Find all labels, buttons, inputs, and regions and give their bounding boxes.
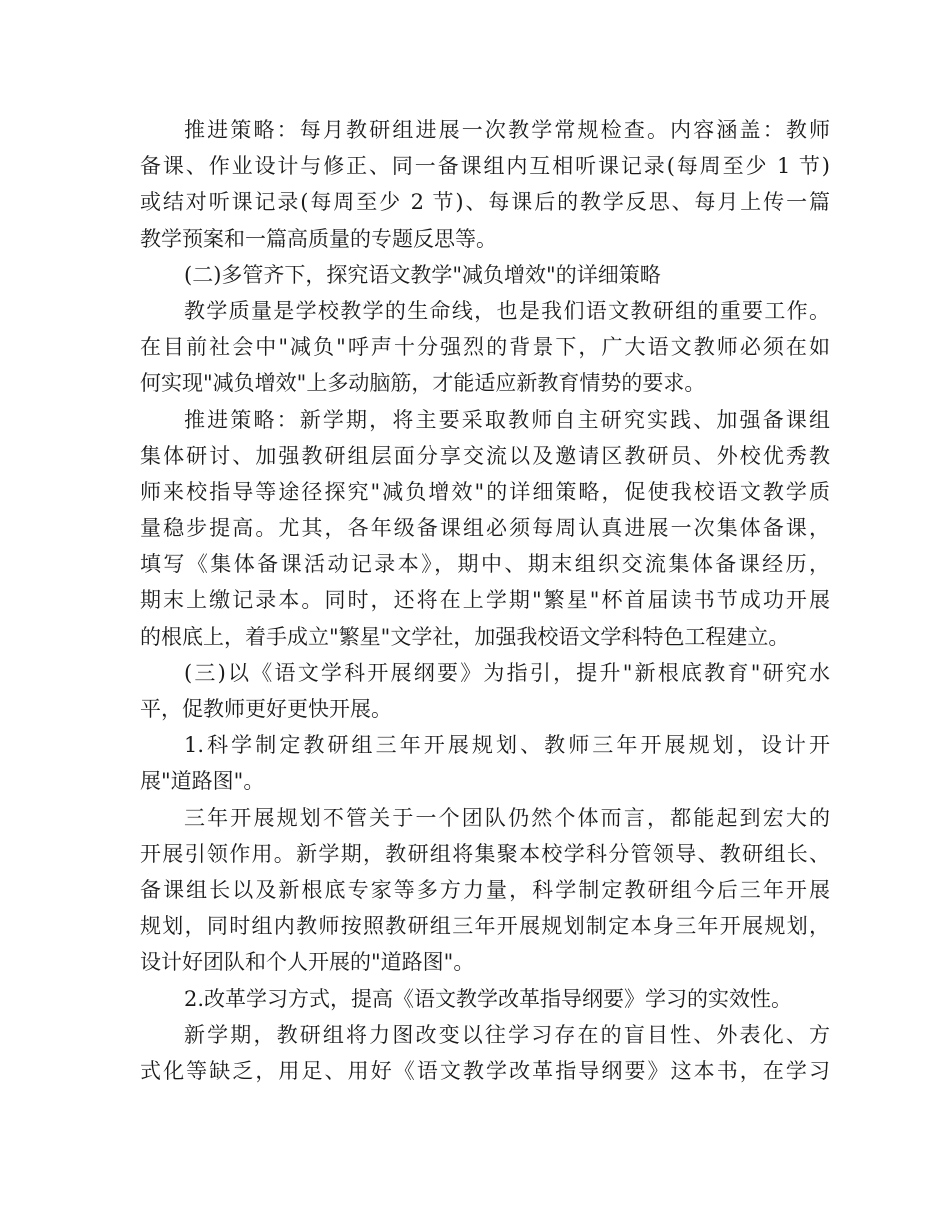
paragraph-line: 的根底上，着手成立"繁星"文学社，加强我校语文学科特色工程建立。	[140, 624, 790, 649]
paragraph-line: 设计好团队和个人开展的"道路图"。	[140, 950, 475, 975]
paragraph-line: 期末上缴记录本。同时，还将在上学期"繁星"杯首届读书节成功开展	[140, 588, 830, 613]
paragraph-line: 集体研讨、加强教研组层面分享交流以及邀请区教研员、外校优秀教	[140, 443, 830, 468]
paragraph-line: 开展引领作用。新学期，教研组将集聚本校学科分管领导、教研组长、	[140, 841, 830, 866]
subsection-heading: 展"道路图"。	[140, 769, 265, 794]
section-heading: 平，促教师更好更快开展。	[140, 697, 392, 721]
paragraph-line: 填写《集体备课活动记录本》，期中、期末组织交流集体备课经历，	[140, 552, 830, 577]
paragraph-line: 在目前社会中"减负"呼声十分强烈的背景下，广大语文教师必须在如	[140, 335, 830, 360]
paragraph-line: 量稳步提高。尤其，各年级备课组必须每周认真进展一次集体备课，	[140, 516, 830, 541]
paragraph-line: 备课组长以及新根底专家等多方力量，科学制定教研组今后三年开展	[140, 877, 830, 902]
paragraph-line: 教学预案和一篇高质量的专题反思等。	[140, 226, 497, 251]
paragraph-line: 推进策略：每月教研组进展一次教学常规检查。内容涵盖：教师	[184, 118, 830, 142]
paragraph-line: 何实现"减负增效"上多动脑筋，才能适应新教育情势的要求。	[140, 371, 706, 396]
section-heading: (二)多管齐下，探究语文教学"减负增效"的详细策略	[184, 262, 661, 287]
paragraph-line: 新学期，教研组将力图改变以往学习存在的盲目性、外表化、方	[184, 1022, 830, 1047]
paragraph-line: 教学质量是学校教学的生命线，也是我们语文教研组的重要工作。	[184, 298, 830, 323]
subsection-heading: 2.改革学习方式，提高《语文教学改革指导纲要》学习的实效性。	[184, 986, 793, 1011]
paragraph-line: 规划，同时组内教师按照教研组三年开展规划制定本身三年开展规划，	[140, 914, 830, 939]
paragraph-line: 备课、作业设计与修正、同一备课组内互相听课记录(每周至少 1 节)	[140, 154, 830, 179]
paragraph-line: 师来校指导等途径探究"减负增效"的详细策略，促使我校语文教学质	[140, 479, 830, 504]
paragraph-line: 三年开展规划不管关于一个团队仍然个体而言，都能起到宏大的	[184, 805, 830, 830]
paragraph-line: 或结对听课记录(每周至少 2 节)、每课后的教学反思、每月上传一篇	[140, 190, 830, 215]
subsection-heading: 1.科学制定教研组三年开展规划、教师三年开展规划，设计开	[184, 733, 830, 758]
paragraph-line: 式化等缺乏，用足、用好《语文教学改革指导纲要》这本书，在学习	[140, 1058, 830, 1083]
section-heading: (三)以《语文学科开展纲要》为指引，提升"新根底教育"研究水	[184, 660, 830, 685]
document-body	[140, 112, 830, 1089]
paragraph-line: 推进策略：新学期，将主要采取教师自主研究实践、加强备课组	[184, 407, 830, 432]
